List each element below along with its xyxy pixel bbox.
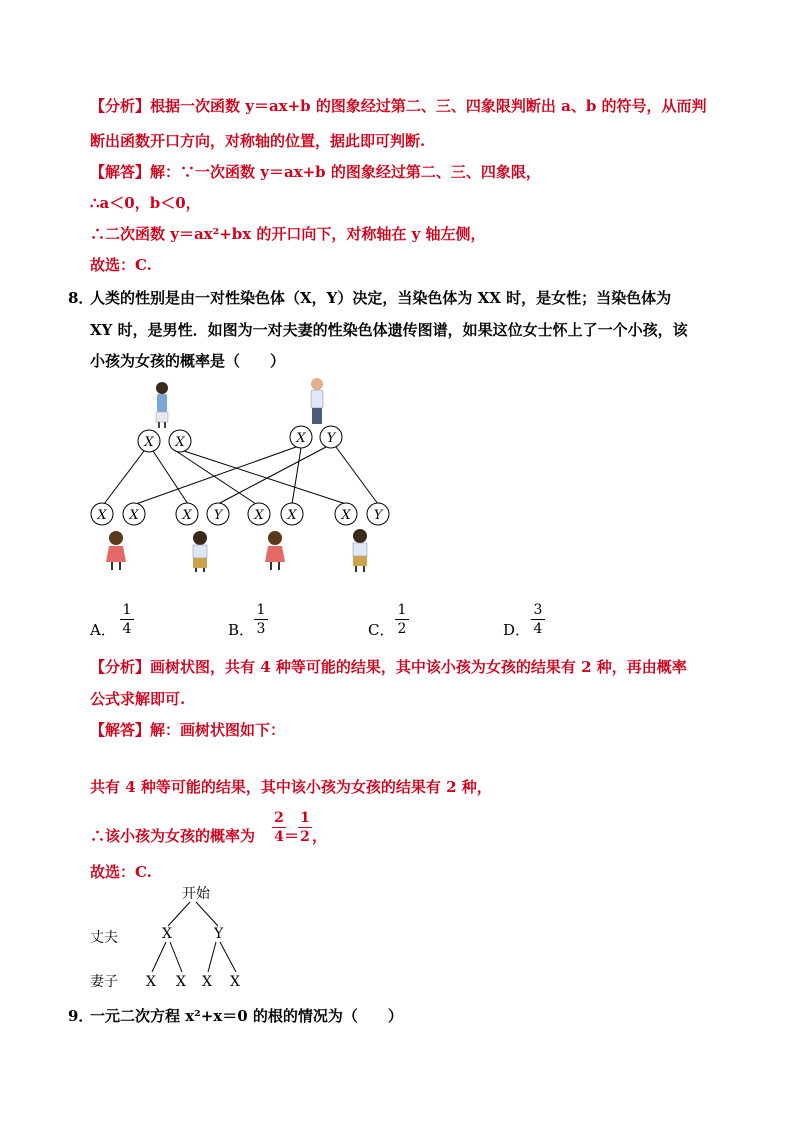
q8-analysis-line2: 公式求解即可. xyxy=(90,690,186,708)
father-figure xyxy=(311,378,323,424)
girl-figure-1 xyxy=(106,531,126,570)
option-c-fraction xyxy=(395,602,409,637)
option-d-den: 4 xyxy=(533,621,543,637)
q8-prob-fraction-2 xyxy=(298,810,312,845)
option-c-den: 2 xyxy=(397,621,407,637)
tree-wife-x-3: X xyxy=(202,974,212,990)
q7-step2: ∴二次函数 y＝ax²+bx 的开口向下，对称轴在 y 轴左侧， xyxy=(90,225,486,243)
child1-chromosome-2: X xyxy=(129,508,139,523)
tree-wife-x-4: X xyxy=(230,974,240,990)
inheritance-diagram xyxy=(80,372,410,582)
tree-wife-x-1: X xyxy=(146,974,156,990)
option-a-den: 4 xyxy=(122,621,132,637)
q7-answer-line: 【解答】解：∵一次函数 y＝ax+b 的图象经过第二、三、四象限， xyxy=(90,163,541,181)
tree-wife-x-2: X xyxy=(176,974,186,990)
child4-chromosome-2: Y xyxy=(373,508,383,523)
mother-chromosome-1: X xyxy=(144,435,154,450)
child3-chromosome-2: X xyxy=(287,508,297,523)
q8-prob-f2-den: 2 xyxy=(300,829,310,845)
child3-chromosome-1: X xyxy=(254,508,264,523)
q7-choose: 故选：C. xyxy=(90,256,152,274)
option-c-num: 1 xyxy=(397,602,407,618)
mother-chromosome-2: X xyxy=(175,435,185,450)
q8-text-line2: XY 时，是男性．如图为一对夫妻的性染色体遗传图谱，如果这位女士怀上了一个小孩，该 xyxy=(90,321,688,339)
tree-branches xyxy=(90,886,270,996)
q8-text-line1: 人类的性别是由一对性染色体（X，Y）决定，当染色体为 XX 时，是女性；当染色体为 xyxy=(90,289,672,307)
inheritance-lines xyxy=(104,447,378,504)
option-a-fraction xyxy=(120,602,134,637)
option-d-fraction xyxy=(531,602,545,637)
q8-answer-line: 【解答】解：画树状图如下： xyxy=(90,721,286,739)
child-chromosomes xyxy=(91,503,389,525)
option-b-den: 3 xyxy=(256,621,266,637)
q7-step1: ∴a＜0，b＜0， xyxy=(90,194,201,212)
tree-husband-x: X xyxy=(162,926,172,942)
option-d-label[interactable]: D． xyxy=(503,621,531,639)
q8-text-line3: 小孩为女孩的概率是（ ） xyxy=(90,352,286,370)
q8-prob-suffix: ， xyxy=(312,827,328,845)
mother-figure xyxy=(156,382,168,428)
option-d-num: 3 xyxy=(533,602,543,618)
q8-prob-equals: ＝ xyxy=(284,827,300,845)
tree-husband-label: 丈夫 xyxy=(90,930,118,946)
child2-chromosome-1: X xyxy=(182,508,192,523)
q8-result-line: 共有 4 种等可能的结果，其中该小孩为女孩的结果有 2 种， xyxy=(90,778,492,796)
q8-prob-f2-num: 1 xyxy=(300,810,310,826)
q8-prob-f1-den: 4 xyxy=(274,829,284,845)
father-chromosome-2: Y xyxy=(326,431,336,446)
q7-analysis-line1: 【分析】根据一次函数 y＝ax+b 的图象经过第二、三、四象限判断出 a、b 的符号，从而判 xyxy=(90,97,707,115)
father-chromosome-1: X xyxy=(296,431,306,446)
q9-number: 9． xyxy=(68,1007,94,1025)
q8-analysis-line1: 【分析】画树状图，共有 4 种等可能的结果，其中该小孩为女孩的结果有 2 种，再由概率 xyxy=(90,658,687,676)
option-a-label[interactable]: A． xyxy=(90,621,116,639)
tree-wife-label: 妻子 xyxy=(90,974,118,990)
q8-number: 8． xyxy=(68,289,94,307)
q7-analysis-line2: 断出函数开口方向，对称轴的位置，据此即可判断. xyxy=(90,132,426,150)
option-b-fraction xyxy=(254,602,268,637)
child4-chromosome-1: X xyxy=(341,508,351,523)
tree-husband-y: Y xyxy=(214,926,224,942)
tree-root: 开始 xyxy=(182,886,210,902)
child2-chromosome-2: Y xyxy=(213,508,223,523)
option-b-label[interactable]: B． xyxy=(228,621,255,639)
q8-choose: 故选：C. xyxy=(90,863,152,881)
q9-text: 一元二次方程 x²+x＝0 的根的情况为（ ） xyxy=(90,1007,403,1025)
q8-prob-prefix: ∴该小孩为女孩的概率为 xyxy=(90,827,256,845)
option-c-label[interactable]: C． xyxy=(368,621,395,639)
boy-figure-2 xyxy=(353,529,367,572)
parent-chromosomes xyxy=(138,426,342,452)
girl-figure-2 xyxy=(265,531,285,570)
tree-diagram xyxy=(90,886,270,996)
q8-prob-f1-num: 2 xyxy=(274,810,284,826)
boy-figure-1 xyxy=(193,531,207,572)
option-a-num: 1 xyxy=(122,602,132,618)
child1-chromosome-1: X xyxy=(97,508,107,523)
option-b-num: 1 xyxy=(256,602,266,618)
